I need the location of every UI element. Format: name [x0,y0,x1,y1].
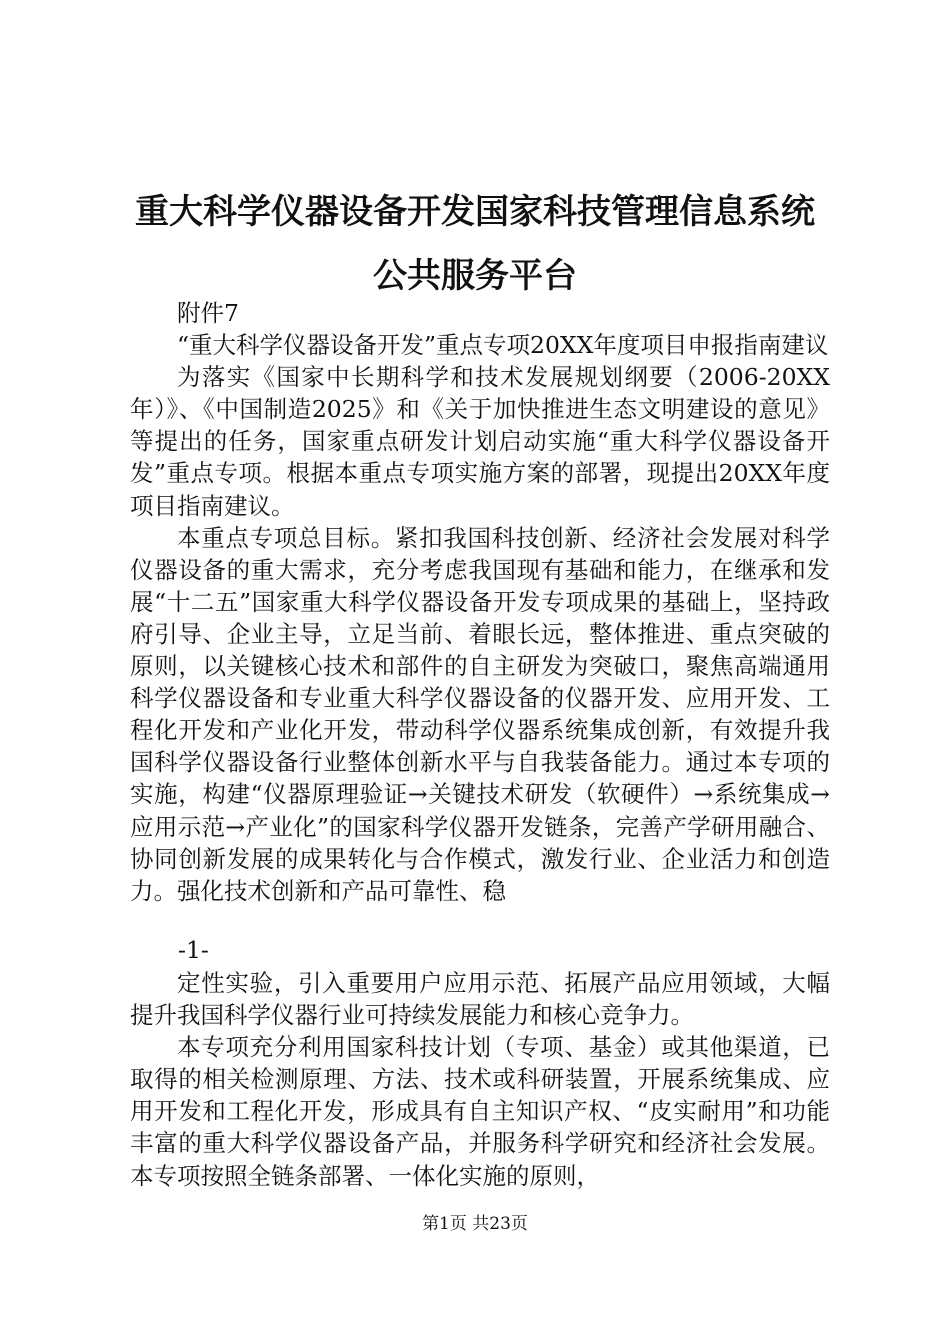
attachment-label: 附件7 [177,299,239,327]
paragraph: 本重点专项总目标。紧扣我国科技创新、经济社会发展对科学仪器设备的重大需求，充分考虑我国现有基础和能力，在继承和发展“十二五”国家重大科学仪器设备开发专项成果的基础上，坚持政府引导、企业主导，立足当前、着眼长远，整体推进、重点突破的原则，以关键核心技术和部件的自主研发为突破口，聚焦高端通用科学仪器设备和专业重大科学仪器设备的仪器开发、应用开发、工程化开发和产业化开发，带动科学仪器系统集成创新，有效提升我国科学仪器设备行业整体创新水平与自我装备能力。通过本专项的实施，构建“仪器原理验证→关键技术研发（软硬件）→系统集成→应用示范→产业化”的国家科学仪器开发链条，完善产学研用融合、协同创新发展的成果转化与合作模式，激发行业、企业活力和创造力。强化技术创新和产品可靠性、稳 [130,523,830,905]
title-line-2: 公共服务平台 [373,256,577,296]
inline-page-number: -1- [178,936,209,964]
paragraph: 为落实《国家中长期科学和技术发展规划纲要（2006-20XX年）》、《中国制造2025》和《关于加快推进生态文明建设的意见》等提出的任务，国家重点研发计划启动实施“重大科学仪器设备开发”重点专项。根据本重点专项实施方案的部署，现提出20XX年度项目指南建议。 [130,363,830,520]
document-title [90,180,860,308]
document-subtitle: “重大科学仪器设备开发”重点专项20XX年度项目申报指南建议 [177,331,829,360]
paragraph: 本专项充分利用国家科技计划（专项、基金）或其他渠道，已取得的相关检测原理、方法、技术或科研装置，开展系统集成、应用开发和工程化开发，形成具有自主知识产权、“皮实耐用”和功能丰富的重大科学仪器设备产品，并服务科学研究和经济社会发展。本专项按照全链条部署、一体化实施的原则， [130,1033,830,1190]
page-footer: 第1页 共23页 [422,1214,528,1234]
body-text-section-1 [130,297,830,907]
paragraph: 定性实验，引入重要用户应用示范、拓展产品应用领域，大幅提升我国科学仪器行业可持续发展能力和核心竞争力。 [130,969,830,1030]
title-line-1: 重大科学仪器设备开发国家科技管理信息系统 [135,192,815,232]
body-text-section-2 [130,967,830,1192]
